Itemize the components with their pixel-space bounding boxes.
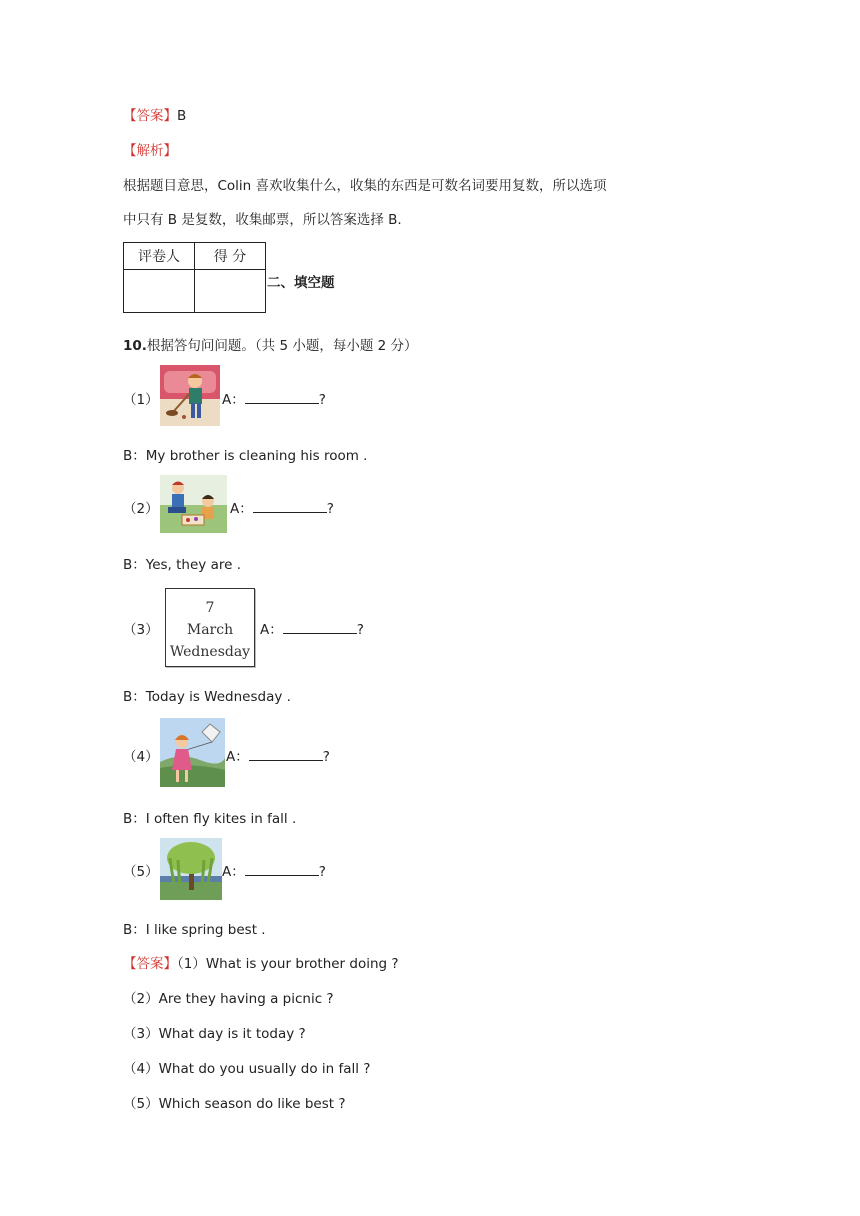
question-mark: ? [318, 392, 326, 408]
item-2-answer: B：Yes, they are . [123, 557, 241, 573]
item-5-answer: B：I like spring best . [123, 922, 266, 938]
item-2-number: （2） [123, 501, 159, 517]
analysis-tag: 【解析】 [123, 143, 177, 159]
a-label: A： [230, 501, 253, 517]
a-label: A： [226, 749, 249, 765]
answer-tag: 【答案】 [123, 108, 177, 124]
question-mark: ? [318, 864, 326, 880]
girl-flying-kite-icon [160, 718, 225, 787]
answer-blank-2[interactable] [253, 500, 327, 513]
score-table [123, 242, 266, 313]
analysis-line-1: 根据题目意思，Colin 喜欢收集什么，收集的东西是可数名词要用复数，所以选项 [123, 178, 607, 194]
answer-blank-3[interactable] [283, 621, 357, 634]
previous-answer [123, 104, 186, 124]
answer-value: B [177, 108, 187, 124]
a-label: A： [222, 392, 245, 408]
calendar-weekday: Wednesday [169, 644, 251, 660]
a-label: A： [260, 622, 283, 638]
question-mark: ? [326, 501, 334, 517]
item-5-question [222, 860, 326, 880]
item-2-question [230, 497, 334, 517]
question-number: 10. [123, 338, 147, 354]
answer-tag: 【答案】 [123, 956, 177, 972]
answer-text: （1）What is your brother doing ? [177, 956, 399, 972]
item-3-number: （3） [123, 622, 159, 638]
boy-cleaning-room-icon [160, 365, 220, 426]
item-3-question [260, 618, 364, 638]
question-10 [123, 334, 418, 354]
analysis-line-2: 中只有 B 是复数，收集邮票，所以答案选择 B. [123, 212, 402, 228]
score-header: 得 分 [195, 243, 266, 270]
item-1-number: （1） [123, 392, 159, 408]
answer-blank-4[interactable] [249, 748, 323, 761]
item-4-question [226, 745, 330, 765]
grader-header: 评卷人 [124, 243, 195, 270]
a-label: A： [222, 864, 245, 880]
question-mark: ? [322, 749, 330, 765]
item-1-answer: B：My brother is cleaning his room . [123, 448, 368, 464]
answer-blank-5[interactable] [245, 863, 319, 876]
item-3-answer: B：Today is Wednesday . [123, 689, 291, 705]
grader-cell [124, 270, 195, 313]
section-title: 二、填空题 [267, 275, 335, 291]
calendar-card [165, 588, 255, 667]
answer-line-1 [123, 952, 399, 972]
answer-blank-1[interactable] [245, 391, 319, 404]
willow-tree-icon [160, 838, 222, 900]
item-1-question [222, 388, 326, 408]
answer-line-5: （5）Which season do like best ? [123, 1096, 346, 1112]
answer-line-2: （2）Are they having a picnic ? [123, 991, 334, 1007]
item-4-number: （4） [123, 749, 159, 765]
answer-line-4: （4）What do you usually do in fall ? [123, 1061, 371, 1077]
item-5-number: （5） [123, 864, 159, 880]
calendar-month: March [186, 622, 234, 638]
calendar-day: 7 [205, 600, 215, 616]
question-mark: ? [356, 622, 364, 638]
children-picnic-icon [160, 475, 227, 533]
score-cell [195, 270, 266, 313]
question-text: 根据答句问问题。（共 5 小题，每小题 2 分） [146, 338, 418, 354]
item-4-answer: B：I often fly kites in fall . [123, 811, 297, 827]
answer-line-3: （3）What day is it today ? [123, 1026, 306, 1042]
